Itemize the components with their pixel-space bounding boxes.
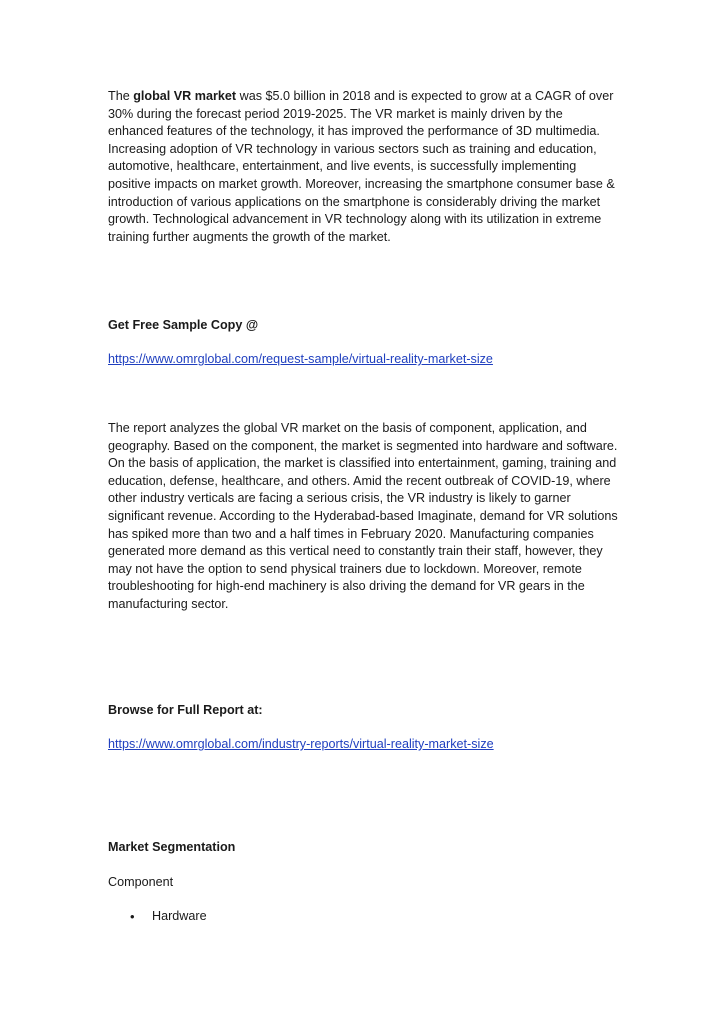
intro-prefix: The: [108, 89, 134, 103]
browse-link-row: [108, 736, 618, 754]
list-item-label: Hardware: [152, 909, 207, 923]
intro-bold-term: global VR market: [133, 89, 237, 103]
sample-link[interactable]: https://www.omrglobal.com/request-sample/virtual-reality-market-size: [108, 352, 493, 366]
list-item: [130, 908, 207, 926]
sample-link-row: [108, 351, 618, 369]
intro-body: was $5.0 billion in 2018 and is expected to grow at a CAGR of over 30% during the forecast period 2019-2025. The VR market is mainly driven by the enhanced features of the technology, it has improved the performance of 3D multimedia. Increasing adoption of VR technology in various sectors such as training and education, automotive, healthcare, entertainment, and live events, is successfully implementing positive impacts on market growth. Moreover, increasing the smartphone consumer base & introduction of various applications on the smartphone is considerably driving the market growth. Technological advancement in VR technology along with its utilization in extreme training further augments the growth of the market.: [108, 89, 615, 244]
bullet-icon: •: [130, 909, 135, 924]
sample-heading: Get Free Sample Copy @: [108, 318, 259, 332]
intro-paragraph: [108, 88, 618, 246]
component-subheading: Component: [108, 875, 174, 889]
browse-link[interactable]: https://www.omrglobal.com/industry-reports/virtual-reality-market-size: [108, 737, 494, 751]
report-paragraph: The report analyzes the global VR market on the basis of component, application, and geography. Based on the component, the market is segmented into hardware and software. On the basis of application, the market is classified into entertainment, gaming, training and education, defense, healthcare, and others. Amid the recent outbreak of COVID-19, where other industry verticals are facing a serious crisis, the VR industry is likely to garner significant revenue. According to the Hyderabad-based Imaginate, demand for VR solutions has spiked more than two and a half times in February 2020. Manufacturing companies generated more demand as this vertical need to constantly train their staff, however, they may not have the option to send physical trainers due to lockdown. Moreover, remote troubleshooting for high-end machinery is also driving the demand for VR gears in the manufacturing sector.: [108, 421, 618, 611]
segmentation-heading: Market Segmentation: [108, 840, 236, 854]
browse-heading: Browse for Full Report at:: [108, 703, 263, 717]
